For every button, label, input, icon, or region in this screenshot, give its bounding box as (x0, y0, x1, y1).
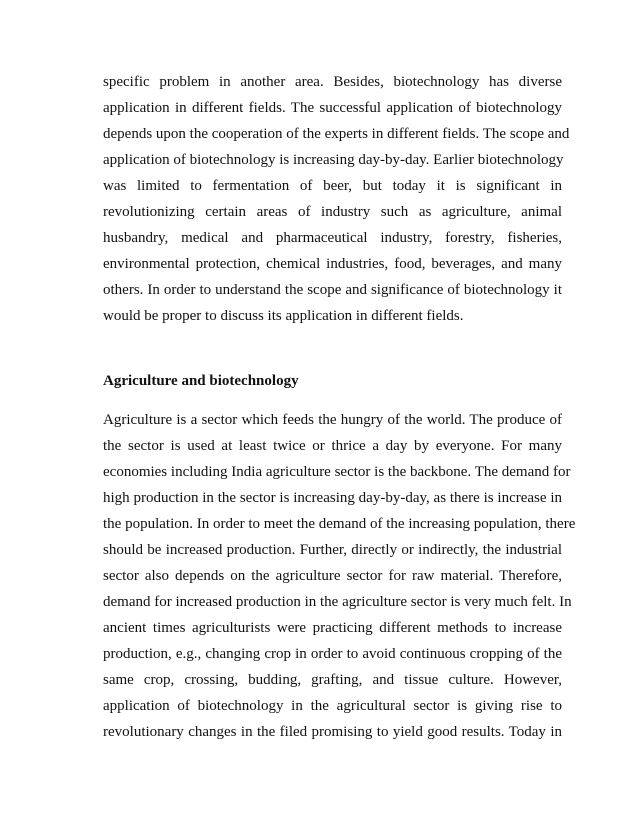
paragraph-2-line: demand for increased production in the agriculture sector is very much felt. In (103, 594, 572, 610)
paragraph-2-line: production, e.g., changing crop in order to avoid continuous cropping of the (103, 646, 562, 662)
paragraph-1-line: application of biotechnology is increasing day-by-day. Earlier biotechnology (103, 152, 564, 168)
paragraph-2-line: Agriculture is a sector which feeds the hungry of the world. The produce of (103, 412, 562, 428)
paragraph-1-line: husbandry, medical and pharmaceutical industry, forestry, fisheries, (103, 230, 562, 246)
paragraph-1-line: application in different fields. The successful application of biotechnology (103, 100, 562, 116)
paragraph-1-line: others. In order to understand the scope and significance of biotechnology it (103, 282, 562, 298)
paragraph-2-line: economies including India agriculture sector is the backbone. The demand for (103, 464, 571, 480)
paragraph-2-line: high production in the sector is increasing day-by-day, as there is increase in (103, 490, 562, 506)
paragraph-2-line: sector also depends on the agriculture sector for raw material. Therefore, (103, 568, 562, 584)
paragraph-1-line: revolutionizing certain areas of industry such as agriculture, animal (103, 204, 562, 220)
section-heading: Agriculture and biotechnology (103, 373, 299, 389)
paragraph-1-line: would be proper to discuss its application in different fields. (103, 308, 464, 324)
paragraph-2-line: same crop, crossing, budding, grafting, and tissue culture. However, (103, 672, 562, 688)
paragraph-1-line: depends upon the cooperation of the experts in different fields. The scope and (103, 126, 570, 142)
paragraph-2-line: should be increased production. Further, directly or indirectly, the industrial (103, 542, 562, 558)
paragraph-1-line: environmental protection, chemical industries, food, beverages, and many (103, 256, 562, 272)
paragraph-2-line: application of biotechnology in the agricultural sector is giving rise to (103, 698, 562, 714)
paragraph-2-line: the sector is used at least twice or thrice a day by everyone. For many (103, 438, 562, 454)
paragraph-1-line: specific problem in another area. Besides, biotechnology has diverse (103, 74, 562, 90)
paragraph-2-line: the population. In order to meet the demand of the increasing population, there (103, 516, 576, 532)
paragraph-2-line: revolutionary changes in the filed promising to yield good results. Today in (103, 724, 562, 740)
paragraph-2-line: ancient times agriculturists were practicing different methods to increase (103, 620, 562, 636)
paragraph-1-line: was limited to fermentation of beer, but today it is significant in (103, 178, 562, 194)
